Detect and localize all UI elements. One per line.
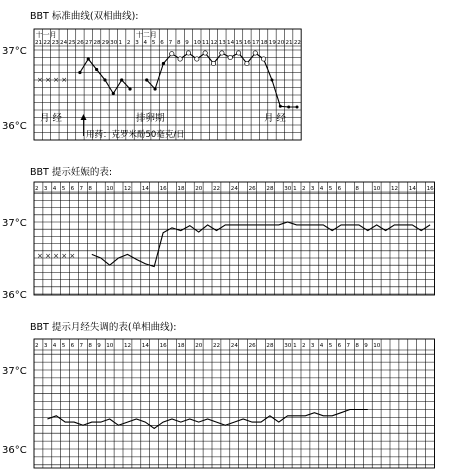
temp-point <box>279 105 282 108</box>
temp-point <box>186 51 190 55</box>
day-label: 10 <box>106 343 114 349</box>
day-label: 20 <box>195 343 203 349</box>
day-label: 8 <box>176 40 181 46</box>
month-label: 十二月 <box>135 31 157 39</box>
y-label-36: 36°C <box>2 121 27 132</box>
day-label: 1 <box>293 186 297 192</box>
day-label: 20 <box>277 40 285 46</box>
day-label: 1 <box>293 343 297 349</box>
day-label: 22 <box>43 40 51 46</box>
day-label: 9 <box>97 343 101 349</box>
day-label: 22 <box>293 40 301 46</box>
day-label: 3 <box>310 186 315 192</box>
day-label: 5 <box>151 40 156 46</box>
chart-title: BBT 提示妊娠的表: <box>30 167 113 178</box>
day-label: 18 <box>177 343 185 349</box>
day-label: 2 <box>302 343 306 349</box>
day-label: 25 <box>68 40 76 46</box>
day-label: 8 <box>355 343 359 349</box>
day-label: 24 <box>60 40 68 46</box>
day-label: 7 <box>79 343 84 349</box>
baseline-marks: × × × × × <box>37 252 76 260</box>
day-label: 18 <box>260 40 268 46</box>
day-label: 2 <box>126 40 131 46</box>
day-label: 30 <box>110 40 118 46</box>
temp-point <box>178 57 182 61</box>
day-label: 8 <box>88 343 92 349</box>
temp-point <box>128 87 131 90</box>
day-label: 12 <box>124 343 132 349</box>
day-label: 24 <box>230 186 238 192</box>
day-label: 19 <box>268 40 276 46</box>
day-label: 6 <box>337 186 342 192</box>
ovulation-label: 排卵期 <box>136 113 165 124</box>
bbt-chart-2 <box>2 166 435 301</box>
temp-point <box>270 79 273 82</box>
day-label: 20 <box>195 186 203 192</box>
chart-grid <box>34 339 435 468</box>
day-label: 10 <box>193 40 201 46</box>
day-label: 16 <box>159 186 167 192</box>
menses-label-2: 月 经 <box>264 113 287 124</box>
day-label: 3 <box>43 186 48 192</box>
day-label: 15 <box>235 40 243 46</box>
day-label: 9 <box>364 343 368 349</box>
temp-point <box>153 87 156 90</box>
day-label: 10 <box>373 186 381 192</box>
day-label: 22 <box>213 186 221 192</box>
day-label: 14 <box>408 186 416 192</box>
day-label: 4 <box>319 186 324 192</box>
day-label: 21 <box>35 40 43 46</box>
day-label: 6 <box>70 186 75 192</box>
day-label: 28 <box>266 343 274 349</box>
day-label: 12 <box>391 186 399 192</box>
temp-point <box>245 61 249 65</box>
day-label: 12 <box>124 186 132 192</box>
day-label: 11 <box>202 40 210 46</box>
day-label: 6 <box>337 343 342 349</box>
day-label: 24 <box>230 343 238 349</box>
day-label: 5 <box>61 343 66 349</box>
y-label-36: 36°C <box>2 290 27 301</box>
temp-point <box>236 51 240 55</box>
day-label: 1 <box>118 40 123 46</box>
day-label: 28 <box>93 40 101 46</box>
day-label: 12 <box>210 40 218 46</box>
day-label: 28 <box>266 186 274 192</box>
day-label: 21 <box>285 40 293 46</box>
temp-point <box>203 51 207 55</box>
temp-point <box>112 92 115 95</box>
day-label: 30 <box>284 343 292 349</box>
day-label: 10 <box>106 186 114 192</box>
day-label: 4 <box>52 186 57 192</box>
day-label: 13 <box>218 40 226 46</box>
y-label-36: 36°C <box>2 445 27 456</box>
day-label: 16 <box>159 343 167 349</box>
day-label: 29 <box>101 40 109 46</box>
day-label: 7 <box>79 186 84 192</box>
day-label: 26 <box>248 343 256 349</box>
y-label-37: 37°C <box>2 46 27 57</box>
bbt-chart-3 <box>2 321 435 468</box>
temp-point <box>261 57 265 61</box>
temperature-curve <box>92 222 430 267</box>
day-label: 27 <box>85 40 93 46</box>
day-label: 6 <box>160 40 164 46</box>
y-label-37: 37°C <box>2 218 27 229</box>
day-label: 7 <box>346 343 351 349</box>
day-label: 16 <box>243 40 251 46</box>
temp-point <box>287 106 290 109</box>
day-label: 4 <box>319 343 324 349</box>
day-label: 4 <box>52 343 57 349</box>
bbt-chart-1 <box>2 10 301 140</box>
arrow-head-icon <box>81 114 87 120</box>
day-label: 26 <box>76 40 84 46</box>
temp-point <box>145 78 148 81</box>
temp-point <box>162 62 165 65</box>
temp-point <box>170 52 174 56</box>
menses-label-1: 月 经 <box>40 113 63 124</box>
day-label: 2 <box>35 186 39 192</box>
day-label: 26 <box>248 186 256 192</box>
temp-point <box>296 106 299 109</box>
day-label: 22 <box>213 343 221 349</box>
day-label: 4 <box>143 40 148 46</box>
temp-point <box>220 51 224 55</box>
day-label: 17 <box>252 40 260 46</box>
day-label: 5 <box>61 186 66 192</box>
day-label: 16 <box>426 186 434 192</box>
temp-point <box>228 55 232 59</box>
day-label: 18 <box>177 186 185 192</box>
temp-point <box>103 78 106 81</box>
temp-point <box>195 57 199 61</box>
temp-point <box>78 71 81 74</box>
y-label-37: 37°C <box>2 366 27 377</box>
day-label: 30 <box>284 186 292 192</box>
day-label: 14 <box>141 186 149 192</box>
day-label: 5 <box>328 343 333 349</box>
temp-point <box>253 51 257 55</box>
temp-point <box>95 68 98 71</box>
chart-title: BBT 标准曲线(双相曲线): <box>30 11 139 22</box>
day-label: 10 <box>373 343 381 349</box>
temperature-curve <box>47 410 367 429</box>
day-label: 3 <box>135 40 139 46</box>
day-label: 2 <box>302 186 306 192</box>
day-label: 9 <box>185 40 189 46</box>
medication-label: 用药：克罗米酚50毫克/日 <box>86 130 185 140</box>
day-label: 3 <box>310 343 315 349</box>
day-label: 7 <box>168 40 173 46</box>
day-label: 6 <box>70 343 75 349</box>
day-label: 8 <box>355 186 359 192</box>
month-label: 十一月 <box>35 31 57 39</box>
day-label: 3 <box>43 343 48 349</box>
temp-point <box>120 78 123 81</box>
temp-point <box>211 61 215 65</box>
day-label: 14 <box>141 343 149 349</box>
day-label: 8 <box>88 186 92 192</box>
chart-title: BBT 提示月经失调的表(单相曲线): <box>30 322 177 333</box>
temp-point <box>87 57 90 60</box>
day-label: 5 <box>328 186 333 192</box>
chart-grid <box>34 182 435 295</box>
day-label: 14 <box>227 40 235 46</box>
day-label: 2 <box>35 343 39 349</box>
baseline-marks: × × × × <box>37 76 68 84</box>
day-label: 23 <box>51 40 59 46</box>
